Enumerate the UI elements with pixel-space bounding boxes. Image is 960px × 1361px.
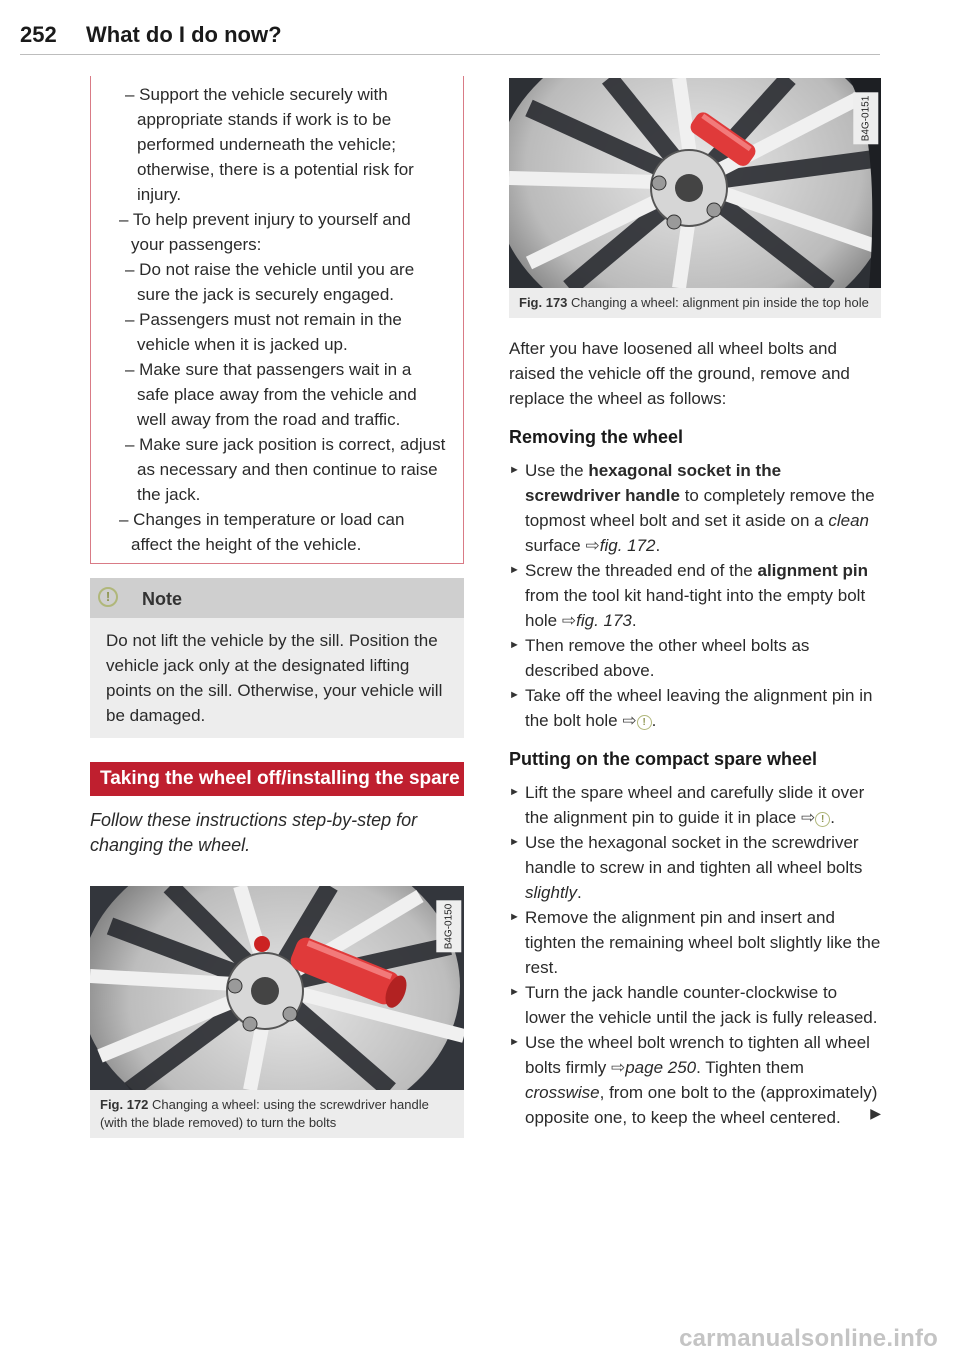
caution-ref-icon[interactable]: ! <box>637 715 652 730</box>
warning-item: – Make sure jack position is correct, adjust as necessary and then continue to raise the jack. <box>125 435 446 504</box>
warning-item: – Passengers must not remain in the vehicle when it is jacked up. <box>125 310 402 354</box>
figure-ref-link[interactable]: fig. 173 <box>576 611 632 630</box>
wheel-photo-alignment-pin <box>509 78 881 288</box>
step-item: ► Turn the jack handle counter-clockwise to lower the vehicle until the jack is fully released. <box>509 983 878 1027</box>
step-item: ► Use the hexagonal socket in the screwdriver handle to completely remove the topmost wheel bolt and set it aside on a clean surface ⇨fig. 172. <box>509 461 875 555</box>
continue-arrow-icon: ▶ <box>870 1105 881 1121</box>
step-item: ► Lift the spare wheel and carefully slide it over the alignment pin to guide it in place ⇨ ! . <box>509 783 865 827</box>
wheel-illustration <box>90 886 464 1090</box>
step-item: ► Remove the alignment pin and insert and tighten the remaining wheel bolt slightly like the rest. <box>509 908 881 977</box>
page-ref-link[interactable]: page 250 <box>625 1058 697 1077</box>
warning-item: – Support the vehicle securely with appropriate stands if work is to be performed underneath the vehicle; otherwise, there is a potential risk for injury. <box>125 85 414 204</box>
note-header <box>90 578 464 618</box>
figure-172 <box>90 886 464 1138</box>
watermark: carmanualsonline.info <box>679 1325 938 1352</box>
wheel-photo-screwdriver <box>90 886 464 1090</box>
figure-code: B4G-0150 <box>445 892 461 956</box>
step-item: ► Take off the wheel leaving the alignment pin in the bolt hole ⇨ ! . <box>509 686 873 730</box>
info-circle-icon: ! <box>98 587 118 607</box>
page-header <box>20 20 880 55</box>
step-item: ► Use the wheel bolt wrench to tighten all wheel bolts firmly ⇨page 250. Tighten them crosswise, from one bolt to the (approximately) opposite one, to keep the wheel centered. <box>509 1033 878 1127</box>
left-column <box>90 76 464 1138</box>
section-intro: Follow these instructions step-by-step for changing the wheel. <box>90 810 418 855</box>
procedure-intro: After you have loosened all wheel bolts and raised the vehicle off the ground, remove and replace the wheel as follows: <box>509 339 850 408</box>
caution-ref-icon[interactable]: ! <box>815 812 830 827</box>
page-number: 252 <box>20 22 57 47</box>
step-item: ► Use the hexagonal socket in the screwdriver handle to screw in and tighten all wheel bolts slightly. <box>509 833 863 902</box>
warning-box <box>90 76 464 564</box>
putting-heading: Putting on the compact spare wheel <box>509 749 818 769</box>
warning-item: – Do not raise the vehicle until you are sure the jack is securely engaged. <box>125 260 415 304</box>
figure-173 <box>509 78 881 318</box>
note-text: Do not lift the vehicle by the sill. Position the vehicle jack only at the designated lifting points on the sill. Otherwise, your vehicle will be damaged. <box>106 631 443 725</box>
warning-item: – To help prevent injury to yourself and your passengers: <box>119 210 411 254</box>
figure-caption: Fig. 172 Changing a wheel: using the screwdriver handle (with the blade removed) to turn the bolts <box>100 1097 429 1130</box>
step-item: ► Screw the threaded end of the alignment pin from the tool kit hand-tight into the empty bolt hole ⇨fig. 173. <box>509 561 868 630</box>
figure-caption: Fig. 173 Changing a wheel: alignment pin inside the top hole <box>519 295 869 310</box>
right-column <box>509 78 881 1130</box>
step-item: ► Then remove the other wheel bolts as described above. <box>509 636 810 680</box>
chapter-title: What do I do now? <box>86 22 282 47</box>
figure-code: B4G-0151 <box>862 84 878 148</box>
figure-ref-link[interactable]: fig. 172 <box>599 536 656 555</box>
section-heading: Taking the wheel off/installing the spare <box>90 762 464 796</box>
warning-item: – Changes in temperature or load can affect the height of the vehicle. <box>119 510 405 554</box>
note-title: Note <box>142 589 182 609</box>
note-box <box>90 578 464 738</box>
wheel-illustration <box>509 78 881 288</box>
warning-item: – Make sure that passengers wait in a safe place away from the vehicle and well away from the road and traffic. <box>125 360 417 429</box>
removing-heading: Removing the wheel <box>509 427 684 447</box>
